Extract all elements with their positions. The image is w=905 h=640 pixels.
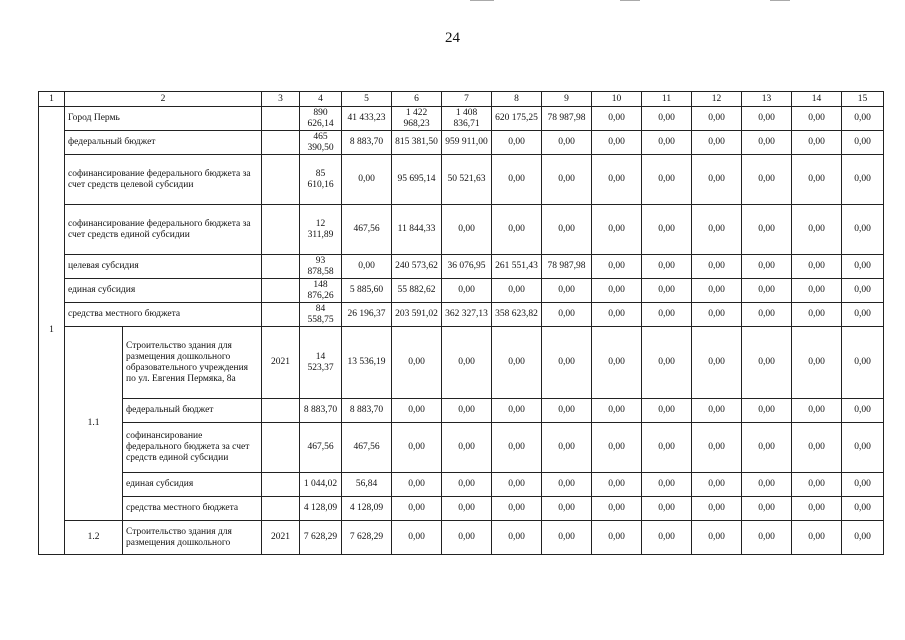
value-cell: 0,00 bbox=[392, 473, 442, 497]
row-label: целевая субсидия bbox=[65, 255, 262, 279]
column-number-header: 13 bbox=[742, 92, 792, 107]
value-cell: 0,00 bbox=[542, 399, 592, 423]
table-row bbox=[39, 303, 884, 327]
value-cell: 0,00 bbox=[792, 327, 842, 399]
value-cell: 0,00 bbox=[692, 521, 742, 555]
row-label: софинансирование федерального бюджета за счет средств единой субсидии bbox=[123, 423, 262, 473]
value-cell: 0,00 bbox=[592, 521, 642, 555]
value-cell: 0,00 bbox=[542, 303, 592, 327]
value-cell: 12 311,89 bbox=[300, 205, 342, 255]
table-row bbox=[39, 497, 884, 521]
value-cell: 4 128,09 bbox=[342, 497, 392, 521]
column-number-header: 15 bbox=[842, 92, 884, 107]
value-cell: 0,00 bbox=[842, 303, 884, 327]
value-cell: 0,00 bbox=[542, 521, 592, 555]
value-cell: 0,00 bbox=[742, 521, 792, 555]
table-row bbox=[39, 279, 884, 303]
value-cell: 8 883,70 bbox=[342, 131, 392, 155]
row-label: софинансирование федерального бюджета за счет средств целевой субсидии bbox=[65, 155, 262, 205]
row-label: единая субсидия bbox=[65, 279, 262, 303]
year-cell: 2021 bbox=[262, 521, 300, 555]
value-cell: 0,00 bbox=[492, 205, 542, 255]
table-row bbox=[39, 155, 884, 205]
value-cell: 7 628,29 bbox=[342, 521, 392, 555]
year-cell bbox=[262, 155, 300, 205]
value-cell: 0,00 bbox=[692, 497, 742, 521]
value-cell: 0,00 bbox=[592, 497, 642, 521]
value-cell: 0,00 bbox=[642, 107, 692, 131]
column-number-header: 6 bbox=[392, 92, 442, 107]
table-row bbox=[39, 131, 884, 155]
value-cell: 0,00 bbox=[842, 255, 884, 279]
value-cell: 362 327,13 bbox=[442, 303, 492, 327]
value-cell: 0,00 bbox=[492, 131, 542, 155]
value-cell: 959 911,00 bbox=[442, 131, 492, 155]
value-cell: 0,00 bbox=[742, 399, 792, 423]
value-cell: 0,00 bbox=[342, 255, 392, 279]
year-cell: 2021 bbox=[262, 327, 300, 399]
value-cell: 0,00 bbox=[592, 473, 642, 497]
value-cell: 0,00 bbox=[642, 497, 692, 521]
value-cell: 0,00 bbox=[542, 473, 592, 497]
value-cell: 0,00 bbox=[842, 423, 884, 473]
value-cell: 0,00 bbox=[792, 473, 842, 497]
column-number-header: 3 bbox=[262, 92, 300, 107]
value-cell: 0,00 bbox=[792, 255, 842, 279]
value-cell: 85 610,16 bbox=[300, 155, 342, 205]
value-cell: 36 076,95 bbox=[442, 255, 492, 279]
value-cell: 0,00 bbox=[492, 497, 542, 521]
value-cell: 0,00 bbox=[842, 497, 884, 521]
value-cell: 0,00 bbox=[542, 131, 592, 155]
table-row bbox=[39, 107, 884, 131]
value-cell: 93 878,58 bbox=[300, 255, 342, 279]
value-cell: 467,56 bbox=[300, 423, 342, 473]
value-cell: 1 408 836,71 bbox=[442, 107, 492, 131]
value-cell: 0,00 bbox=[792, 497, 842, 521]
year-cell bbox=[262, 399, 300, 423]
value-cell: 0,00 bbox=[542, 423, 592, 473]
value-cell: 0,00 bbox=[792, 303, 842, 327]
value-cell: 1 044,02 bbox=[300, 473, 342, 497]
value-cell: 11 844,33 bbox=[392, 205, 442, 255]
value-cell: 0,00 bbox=[742, 279, 792, 303]
value-cell: 0,00 bbox=[592, 279, 642, 303]
value-cell: 890 626,14 bbox=[300, 107, 342, 131]
value-cell: 0,00 bbox=[692, 423, 742, 473]
value-cell: 0,00 bbox=[742, 255, 792, 279]
value-cell: 0,00 bbox=[792, 205, 842, 255]
value-cell: 358 623,82 bbox=[492, 303, 542, 327]
value-cell: 0,00 bbox=[792, 423, 842, 473]
value-cell: 0,00 bbox=[642, 521, 692, 555]
value-cell: 261 551,43 bbox=[492, 255, 542, 279]
value-cell: 0,00 bbox=[542, 497, 592, 521]
value-cell: 0,00 bbox=[692, 399, 742, 423]
column-number-header: 5 bbox=[342, 92, 392, 107]
column-number-header: 11 bbox=[642, 92, 692, 107]
column-number-header: 1 bbox=[39, 92, 65, 107]
value-cell: 0,00 bbox=[742, 303, 792, 327]
value-cell: 84 558,75 bbox=[300, 303, 342, 327]
value-cell: 465 390,50 bbox=[300, 131, 342, 155]
value-cell: 13 536,19 bbox=[342, 327, 392, 399]
value-cell: 0,00 bbox=[542, 205, 592, 255]
row-label: Строительство здания для размещения дошкольного bbox=[123, 521, 262, 555]
year-cell bbox=[262, 131, 300, 155]
column-number-header: 10 bbox=[592, 92, 642, 107]
row-label: Город Пермь bbox=[65, 107, 262, 131]
value-cell: 0,00 bbox=[642, 131, 692, 155]
column-number-header: 12 bbox=[692, 92, 742, 107]
scan-edge-mark bbox=[620, 0, 640, 1]
row-label: единая субсидия bbox=[123, 473, 262, 497]
value-cell: 148 876,26 bbox=[300, 279, 342, 303]
column-number-header: 9 bbox=[542, 92, 592, 107]
value-cell: 0,00 bbox=[442, 399, 492, 423]
value-cell: 203 591,02 bbox=[392, 303, 442, 327]
year-cell bbox=[262, 423, 300, 473]
value-cell: 0,00 bbox=[692, 255, 742, 279]
value-cell: 240 573,62 bbox=[392, 255, 442, 279]
value-cell: 0,00 bbox=[492, 399, 542, 423]
value-cell: 0,00 bbox=[742, 155, 792, 205]
value-cell: 0,00 bbox=[492, 327, 542, 399]
value-cell: 0,00 bbox=[392, 497, 442, 521]
budget-table bbox=[38, 91, 884, 555]
value-cell: 0,00 bbox=[792, 131, 842, 155]
value-cell: 7 628,29 bbox=[300, 521, 342, 555]
header-row bbox=[39, 92, 884, 107]
value-cell: 0,00 bbox=[442, 423, 492, 473]
value-cell: 1 422 968,23 bbox=[392, 107, 442, 131]
value-cell: 0,00 bbox=[542, 155, 592, 205]
subsection-code: 1.1 bbox=[65, 327, 123, 521]
value-cell: 0,00 bbox=[692, 279, 742, 303]
value-cell: 0,00 bbox=[842, 205, 884, 255]
value-cell: 0,00 bbox=[342, 155, 392, 205]
value-cell: 0,00 bbox=[742, 205, 792, 255]
value-cell: 56,84 bbox=[342, 473, 392, 497]
year-cell bbox=[262, 255, 300, 279]
column-number-header: 8 bbox=[492, 92, 542, 107]
value-cell: 0,00 bbox=[642, 399, 692, 423]
value-cell: 50 521,63 bbox=[442, 155, 492, 205]
value-cell: 0,00 bbox=[542, 279, 592, 303]
year-cell bbox=[262, 473, 300, 497]
row-group-number: 1 bbox=[39, 107, 65, 555]
value-cell: 0,00 bbox=[592, 423, 642, 473]
value-cell: 0,00 bbox=[492, 521, 542, 555]
value-cell: 55 882,62 bbox=[392, 279, 442, 303]
value-cell: 0,00 bbox=[592, 155, 642, 205]
column-number-header: 4 bbox=[300, 92, 342, 107]
table-row bbox=[39, 327, 884, 399]
value-cell: 0,00 bbox=[642, 423, 692, 473]
value-cell: 0,00 bbox=[442, 205, 492, 255]
value-cell: 0,00 bbox=[592, 205, 642, 255]
value-cell: 0,00 bbox=[642, 155, 692, 205]
value-cell: 78 987,98 bbox=[542, 255, 592, 279]
value-cell: 0,00 bbox=[742, 473, 792, 497]
value-cell: 0,00 bbox=[742, 327, 792, 399]
value-cell: 26 196,37 bbox=[342, 303, 392, 327]
table-row bbox=[39, 205, 884, 255]
year-cell bbox=[262, 279, 300, 303]
value-cell: 0,00 bbox=[542, 327, 592, 399]
year-cell bbox=[262, 303, 300, 327]
row-label: средства местного бюджета bbox=[65, 303, 262, 327]
value-cell: 0,00 bbox=[642, 279, 692, 303]
value-cell: 0,00 bbox=[692, 205, 742, 255]
table-row bbox=[39, 399, 884, 423]
value-cell: 0,00 bbox=[742, 497, 792, 521]
year-cell bbox=[262, 107, 300, 131]
value-cell: 0,00 bbox=[492, 155, 542, 205]
value-cell: 0,00 bbox=[442, 279, 492, 303]
column-number-header: 7 bbox=[442, 92, 492, 107]
value-cell: 0,00 bbox=[392, 423, 442, 473]
value-cell: 0,00 bbox=[492, 473, 542, 497]
value-cell: 0,00 bbox=[442, 521, 492, 555]
value-cell: 0,00 bbox=[442, 327, 492, 399]
value-cell: 0,00 bbox=[642, 255, 692, 279]
column-number-header: 2 bbox=[65, 92, 262, 107]
value-cell: 0,00 bbox=[392, 399, 442, 423]
row-label: Строительство здания для размещения дошкольного образовательного учреждения по ул. Евгения Пермяка, 8а bbox=[123, 327, 262, 399]
value-cell: 0,00 bbox=[392, 521, 442, 555]
value-cell: 0,00 bbox=[792, 279, 842, 303]
year-cell bbox=[262, 497, 300, 521]
column-number-header: 14 bbox=[792, 92, 842, 107]
value-cell: 467,56 bbox=[342, 423, 392, 473]
year-cell bbox=[262, 205, 300, 255]
value-cell: 0,00 bbox=[492, 423, 542, 473]
value-cell: 78 987,98 bbox=[542, 107, 592, 131]
value-cell: 0,00 bbox=[692, 473, 742, 497]
value-cell: 815 381,50 bbox=[392, 131, 442, 155]
value-cell: 0,00 bbox=[592, 327, 642, 399]
value-cell: 467,56 bbox=[342, 205, 392, 255]
value-cell: 0,00 bbox=[642, 473, 692, 497]
value-cell: 0,00 bbox=[692, 327, 742, 399]
value-cell: 0,00 bbox=[692, 107, 742, 131]
value-cell: 0,00 bbox=[592, 303, 642, 327]
row-label: федеральный бюджет bbox=[65, 131, 262, 155]
scan-edge-mark bbox=[470, 0, 494, 1]
value-cell: 0,00 bbox=[692, 155, 742, 205]
value-cell: 14 523,37 bbox=[300, 327, 342, 399]
value-cell: 8 883,70 bbox=[300, 399, 342, 423]
value-cell: 0,00 bbox=[642, 327, 692, 399]
value-cell: 0,00 bbox=[492, 279, 542, 303]
value-cell: 0,00 bbox=[792, 521, 842, 555]
value-cell: 0,00 bbox=[642, 303, 692, 327]
row-label: средства местного бюджета bbox=[123, 497, 262, 521]
row-label: федеральный бюджет bbox=[123, 399, 262, 423]
value-cell: 0,00 bbox=[392, 327, 442, 399]
value-cell: 0,00 bbox=[592, 131, 642, 155]
value-cell: 0,00 bbox=[642, 205, 692, 255]
value-cell: 8 883,70 bbox=[342, 399, 392, 423]
table-row bbox=[39, 521, 884, 555]
value-cell: 620 175,25 bbox=[492, 107, 542, 131]
value-cell: 0,00 bbox=[842, 473, 884, 497]
value-cell: 4 128,09 bbox=[300, 497, 342, 521]
value-cell: 0,00 bbox=[442, 497, 492, 521]
value-cell: 0,00 bbox=[442, 473, 492, 497]
value-cell: 0,00 bbox=[592, 255, 642, 279]
value-cell: 0,00 bbox=[792, 107, 842, 131]
value-cell: 0,00 bbox=[592, 107, 642, 131]
table-row bbox=[39, 423, 884, 473]
table-row bbox=[39, 473, 884, 497]
value-cell: 0,00 bbox=[792, 399, 842, 423]
value-cell: 0,00 bbox=[742, 107, 792, 131]
value-cell: 41 433,23 bbox=[342, 107, 392, 131]
value-cell: 0,00 bbox=[842, 131, 884, 155]
page-bottom bbox=[0, 572, 905, 640]
value-cell: 0,00 bbox=[742, 131, 792, 155]
page-number: 24 bbox=[445, 30, 460, 46]
value-cell: 0,00 bbox=[792, 155, 842, 205]
value-cell: 0,00 bbox=[842, 399, 884, 423]
subsection-code: 1.2 bbox=[65, 521, 123, 555]
value-cell: 0,00 bbox=[692, 303, 742, 327]
row-label: софинансирование федерального бюджета за счет средств единой субсидии bbox=[65, 205, 262, 255]
value-cell: 0,00 bbox=[692, 131, 742, 155]
value-cell: 5 885,60 bbox=[342, 279, 392, 303]
value-cell: 95 695,14 bbox=[392, 155, 442, 205]
value-cell: 0,00 bbox=[842, 279, 884, 303]
value-cell: 0,00 bbox=[842, 107, 884, 131]
table-row bbox=[39, 255, 884, 279]
value-cell: 0,00 bbox=[842, 155, 884, 205]
scan-edge-mark bbox=[770, 0, 790, 1]
value-cell: 0,00 bbox=[592, 399, 642, 423]
value-cell: 0,00 bbox=[742, 423, 792, 473]
value-cell: 0,00 bbox=[842, 521, 884, 555]
value-cell: 0,00 bbox=[842, 327, 884, 399]
